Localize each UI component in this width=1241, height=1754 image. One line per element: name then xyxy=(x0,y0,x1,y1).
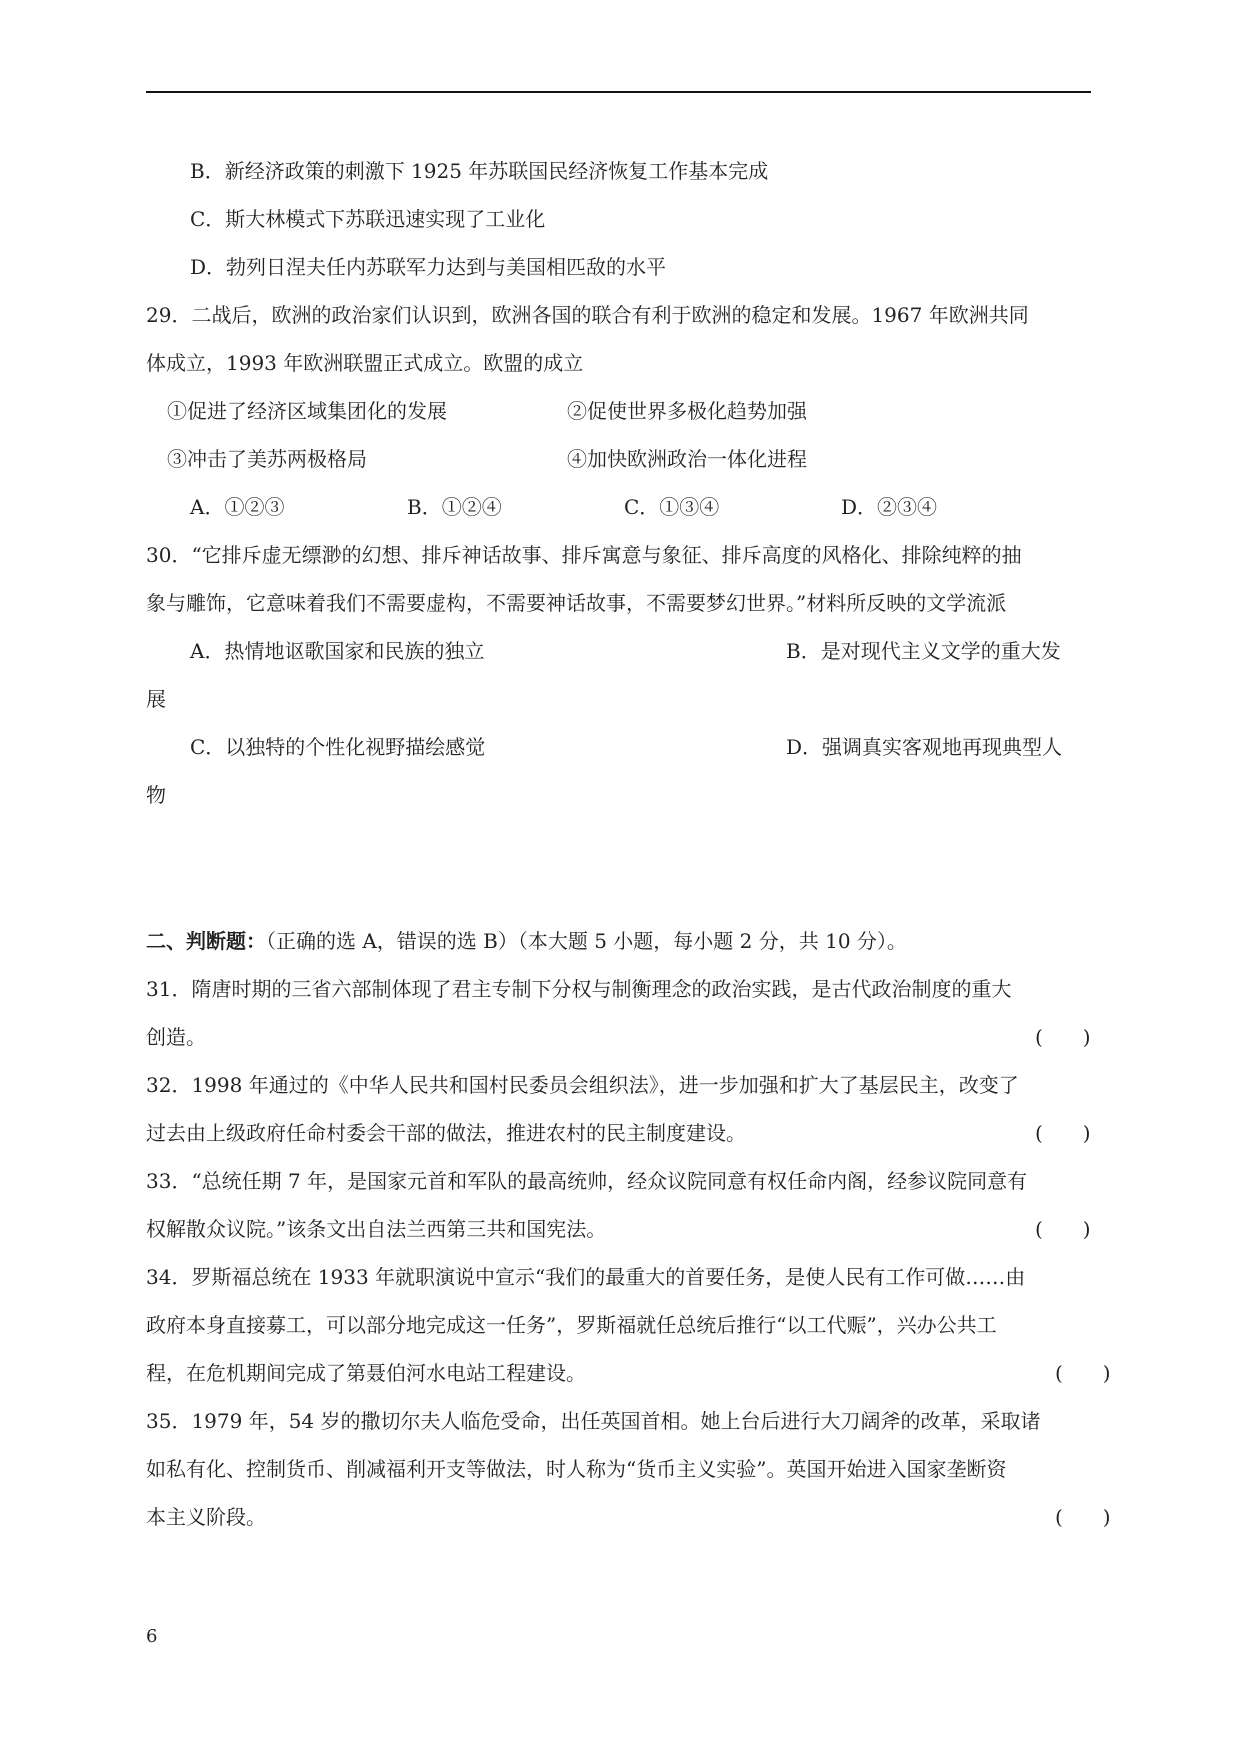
q30-stem-line2: 象与雕饰，它意味着我们不需要虚构，不需要神话故事，不需要梦幻世界。”材料所反映的文学流派 xyxy=(146,591,1007,615)
q29-item-3: ③冲击了美苏两极格局 xyxy=(167,447,367,471)
q35-stem-line3: 本主义阶段。 xyxy=(146,1505,266,1529)
q31-stem-line1: 31．隋唐时期的三省六部制体现了君主专制下分权与制衡理念的政治实践，是古代政治制度的重大 xyxy=(146,977,1012,1001)
page-number: 6 xyxy=(146,1626,158,1647)
q29-stem-line2: 体成立，1993 年欧洲联盟正式成立。欧盟的成立 xyxy=(146,351,584,375)
q34-stem-line2: 政府本身直接募工，可以部分地完成这一任务”，罗斯福就任总统后推行“以工代赈”，兴办公共工 xyxy=(146,1313,997,1337)
q29-item-4: ④加快欧洲政治一体化进程 xyxy=(567,447,807,471)
q28-option-c: C．斯大林模式下苏联迅速实现了工业化 xyxy=(190,207,546,231)
q30-stem-line1: 30．“它排斥虚无缥渺的幻想、排斥神话故事、排斥寓意与象征、排斥高度的风格化、排除纯粹的抽 xyxy=(146,543,1022,567)
header-rule xyxy=(146,91,1091,93)
q29-option-a: A．①②③ xyxy=(190,495,285,519)
q35-stem-line2: 如私有化、控制货币、削减福利开支等做法，时人称为“货币主义实验”。英国开始进入国家垄断资 xyxy=(146,1457,1007,1481)
q29-item-1: ①促进了经济区域集团化的发展 xyxy=(167,399,447,423)
q28-option-d: D．勃列日涅夫任内苏联军力达到与美国相匹敌的水平 xyxy=(190,255,667,279)
q33-stem-line1: 33．“总统任期 7 年，是国家元首和军队的最高统帅，经众议院同意有权任命内阁，经参议院同意有 xyxy=(146,1169,1028,1193)
q29-option-d: D．②③④ xyxy=(841,495,938,519)
q35-answer-blank[interactable]: ( ) xyxy=(1055,1505,1111,1529)
q32-stem-line2: 过去由上级政府任命村委会干部的做法，推进农村的民主制度建设。 xyxy=(146,1121,746,1145)
q30-option-b: B．是对现代主义文学的重大发 xyxy=(786,639,1061,663)
q30-option-d-continued: 物 xyxy=(146,783,166,807)
section2-heading: 二、判断题： xyxy=(146,929,266,953)
q32-stem-line1: 32．1998 年通过的《中华人民共和国村民委员会组织法》，进一步加强和扩大了基层民主，改变了 xyxy=(146,1073,1019,1097)
q31-stem-line2: 创造。 xyxy=(146,1025,206,1049)
q29-stem-line1: 29．二战后，欧洲的政治家们认识到，欧洲各国的联合有利于欧洲的稳定和发展。1967 年欧洲共同 xyxy=(146,303,1029,327)
q32-answer-blank[interactable]: ( ) xyxy=(1035,1121,1091,1145)
q34-stem-line1: 34．罗斯福总统在 1933 年就职演说中宣示“我们的最重大的首要任务，是使人民有工作可做……由 xyxy=(146,1265,1026,1289)
q30-option-d: D．强调真实客观地再现典型人 xyxy=(786,735,1063,759)
q33-stem-line2: 权解散众议院。”该条文出自法兰西第三共和国宪法。 xyxy=(146,1217,607,1241)
q31-answer-blank[interactable]: ( ) xyxy=(1035,1025,1091,1049)
q29-item-2: ②促使世界多极化趋势加强 xyxy=(567,399,807,423)
q34-answer-blank[interactable]: ( ) xyxy=(1055,1361,1111,1385)
q33-answer-blank[interactable]: ( ) xyxy=(1035,1217,1091,1241)
q28-option-b: B．新经济政策的刺激下 1925 年苏联国民经济恢复工作基本完成 xyxy=(190,159,769,183)
q30-option-c: C．以独特的个性化视野描绘感觉 xyxy=(190,735,486,759)
q29-option-c: C．①③④ xyxy=(624,495,720,519)
q34-stem-line3: 程，在危机期间完成了第聂伯河水电站工程建设。 xyxy=(146,1361,586,1385)
q35-stem-line1: 35．1979 年，54 岁的撒切尔夫人临危受命，出任英国首相。她上台后进行大刀阔斧的改革，采取诸 xyxy=(146,1409,1041,1433)
q29-option-b: B．①②④ xyxy=(407,495,502,519)
q30-option-a: A．热情地讴歌国家和民族的独立 xyxy=(190,639,485,663)
section2-heading-line xyxy=(146,928,907,954)
section2-instruction: （正确的选 A，错误的选 B）（本大题 5 小题，每小题 2 分，共 10 分）。 xyxy=(266,929,907,953)
q30-option-b-continued: 展 xyxy=(146,687,166,711)
